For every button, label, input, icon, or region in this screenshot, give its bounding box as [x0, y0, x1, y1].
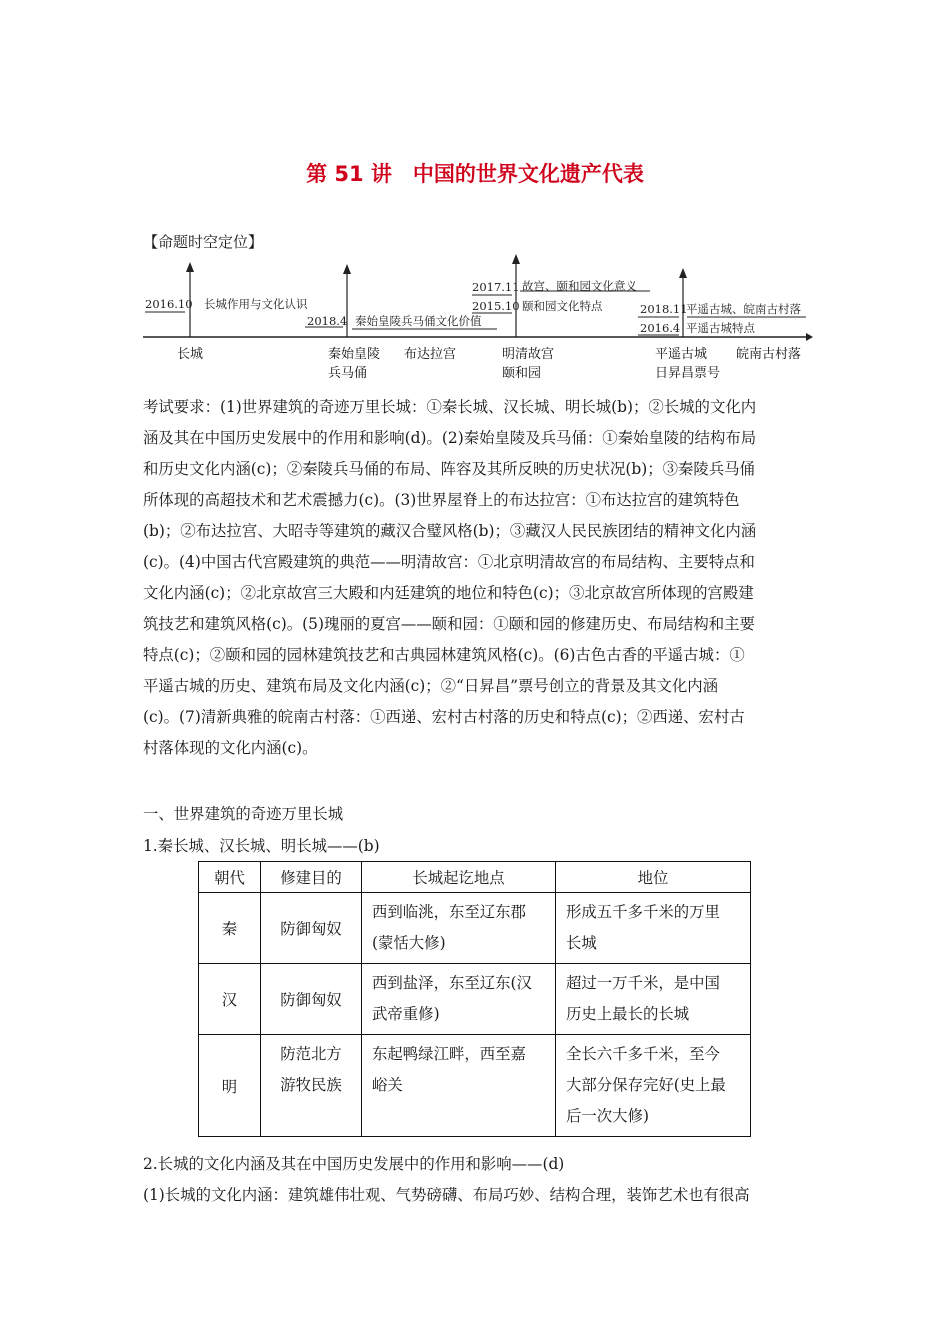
timeline-topic: 故宫、颐和园文化意义 — [522, 279, 637, 293]
purpose-cell — [261, 893, 362, 964]
cell-line: (蒙恬大修) — [372, 934, 446, 952]
cell-line: 峪关 — [372, 1076, 403, 1094]
requirements-line: 涵及其在中国历史发展中的作用和影响(d)。(2)秦始皇陵及兵马俑：①秦始皇陵的结构布局 — [143, 429, 757, 447]
section-label: 【命题时空定位】 — [143, 233, 264, 251]
requirements-line: (b)；②布达拉宫、大昭寺等建筑的藏汉合璧风格(b)；③藏汉人民民族团结的精神文化内涵 — [143, 522, 757, 540]
table-header: 修建目的 — [261, 862, 362, 893]
cell-line: 西到盐泽，东至辽东(汉 — [372, 974, 532, 992]
requirements-line: 筑技艺和建筑风格(c)。(5)瑰丽的夏宫——颐和园：①颐和园的修建历史、布局结构和主要 — [143, 615, 755, 633]
cell-line: 全长六千多千米，至今 — [566, 1045, 720, 1063]
requirements-line: (c)。(4)中国古代宫殿建筑的典范——明清故宫：①北京明清故宫的布局结构、主要特点和 — [143, 553, 755, 571]
timeline-date: 2018.11 — [640, 302, 688, 316]
requirements-line: (c)。(7)清新典雅的皖南古村落：①西递、宏村古村落的历史和特点(c)；②西递、宏村古 — [143, 708, 745, 726]
requirements-line: 考试要求：(1)世界建筑的奇迹万里长城：①秦长城、汉长城、明长城(b)；②长城的文化内 — [143, 398, 757, 416]
timeline-date: 2017.11 — [472, 280, 520, 294]
cell-line: 防御匈奴 — [280, 920, 342, 938]
cell-line: 西到临洮，东至辽东郡 — [372, 903, 526, 921]
requirements-line: 平遥古城的历史、建筑布局及文化内涵(c)；②“日昇昌”票号创立的背景及其文化内涵 — [143, 677, 719, 695]
timeline-site: 布达拉宫 — [404, 347, 457, 362]
table-row — [199, 1035, 751, 1137]
timeline-topic: 颐和园文化特点 — [522, 299, 603, 313]
purpose-cell — [261, 1035, 362, 1137]
body-text: (1)长城的文化内涵：建筑雄伟壮观、气势磅礴、布局巧妙、结构合理，装饰艺术也有很高 — [143, 1186, 750, 1204]
exam-requirements — [143, 392, 811, 764]
timeline-date: 2018.4 — [307, 314, 348, 328]
table-header: 长城起讫地点 — [362, 862, 556, 893]
status-cell — [556, 964, 751, 1035]
table-row — [199, 893, 751, 964]
timeline-marker-arrow — [512, 254, 520, 264]
requirements-line: 所体现的高超技术和艺术震撼力(c)。(3)世界屋脊上的布达拉宫：①布达拉宫的建筑特色 — [143, 491, 740, 509]
timeline-site: 兵马俑 — [328, 366, 368, 381]
timeline-topic: 长城作用与文化认识 — [204, 297, 308, 311]
timeline-date: 2016.10 — [145, 297, 193, 311]
timeline-site: 日昇昌票号 — [655, 366, 721, 381]
subsection-heading: 1.秦长城、汉长城、明长城——(b) — [143, 837, 380, 855]
cell-line: 超过一万千米，是中国 — [566, 974, 720, 992]
location-cell — [362, 1035, 556, 1137]
cell-line: 形成五千多千米的万里 — [566, 903, 720, 921]
timeline-marker-arrow — [343, 264, 351, 274]
timeline-axis-arrow — [806, 333, 813, 341]
location-cell — [362, 964, 556, 1035]
timeline-topic: 平遥古城特点 — [686, 321, 755, 335]
timeline-date: 2016.4 — [640, 321, 681, 335]
timeline-date: 2015.10 — [472, 299, 520, 313]
timeline-site: 皖南古村落 — [736, 347, 802, 362]
great-wall-table — [198, 861, 751, 1137]
location-cell — [362, 893, 556, 964]
cell-line: 防御匈奴 — [280, 991, 342, 1009]
cell-line: 东起鸭绿江畔，西至嘉 — [372, 1045, 526, 1063]
cell-line: 长城 — [566, 934, 597, 952]
dynasty-cell: 明 — [199, 1035, 261, 1137]
section-heading: 一、世界建筑的奇迹万里长城 — [143, 805, 344, 823]
timeline-marker-arrow — [679, 268, 687, 278]
timeline-topic: 平遥古城、皖南古村落 — [686, 302, 801, 316]
subsection-heading: 2.长城的文化内涵及其在中国历史发展中的作用和影响——(d) — [143, 1155, 565, 1173]
table-header: 地位 — [556, 862, 751, 893]
timeline-marker-arrow — [186, 262, 194, 272]
purpose-cell — [261, 964, 362, 1035]
requirements-line: 特点(c)；②颐和园的园林建筑技艺和古典园林建筑风格(c)。(6)古色古香的平遥古城：① — [143, 646, 745, 664]
dynasty-cell: 秦 — [199, 893, 261, 964]
requirements-line: 文化内涵(c)；②北京故宫三大殿和内廷建筑的地位和特色(c)；③北京故宫所体现的宫殿建 — [143, 584, 754, 602]
timeline-site: 秦始皇陵 — [328, 347, 381, 362]
timeline-site: 颐和园 — [502, 366, 542, 381]
cell-line: 大部分保存完好(史上最 — [566, 1076, 726, 1094]
timeline-topic: 秦始皇陵兵马俑文化价值 — [355, 314, 482, 328]
timeline-site: 长城 — [177, 347, 204, 362]
table-header: 朝代 — [199, 862, 261, 893]
cell-line: 历史上最长的长城 — [566, 1005, 690, 1023]
timeline-site: 明清故宫 — [502, 347, 555, 362]
table-header-row — [199, 862, 751, 893]
requirements-line: 和历史文化内涵(c)；②秦陵兵马俑的布局、阵容及其所反映的历史状况(b)；③秦陵兵马俑 — [143, 460, 755, 478]
status-cell — [556, 893, 751, 964]
requirements-line: 村落体现的文化内涵(c)。 — [143, 739, 318, 757]
cell-line: 武帝重修) — [372, 1005, 440, 1023]
cell-line: 防范北方 — [280, 1045, 342, 1063]
page-title: 第 51 讲 中国的世界文化遗产代表 — [306, 162, 644, 186]
timeline-site: 平遥古城 — [655, 347, 708, 362]
cell-line: 后一次大修) — [566, 1107, 649, 1125]
dynasty-cell: 汉 — [199, 964, 261, 1035]
cell-line: 游牧民族 — [280, 1076, 342, 1094]
status-cell — [556, 1035, 751, 1137]
table-row — [199, 964, 751, 1035]
